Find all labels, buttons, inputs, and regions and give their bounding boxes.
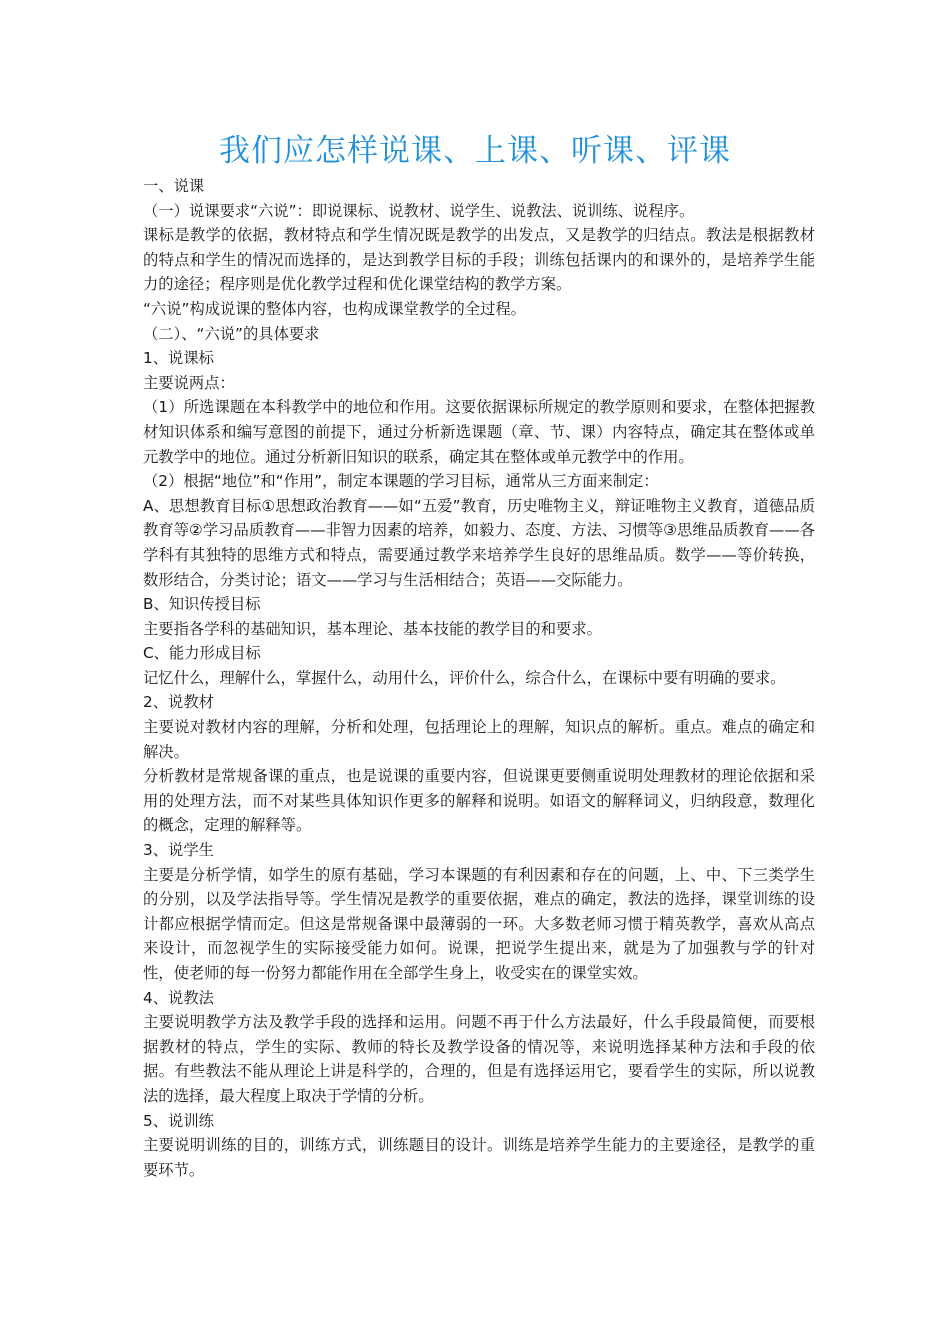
paragraph: 主要指各学科的基础知识，基本理论、基本技能的教学目的和要求。 [143,619,602,638]
paragraph: 主要说两点： [143,373,235,392]
item-heading: 2、说教材 [143,693,214,712]
paragraph: 主要是分析学情，如学生的原有基础，学习本课题的有利因素和存在的问题，上、中、下三类学生的分别，以及学法指导等。学生情况是教学的重要依据，难点的确定，教法的选择，课堂训练的设计都应根据学情而定。但这是常规备课中最薄弱的一环。大多数老师习惯于精英教学，喜欢从高点来设计，而忽视学生的实际接受能力如何。说课，把说学生提出来，就是为了加强教与学的针对性，使老师的每一份努力都能作用在全部学生身上，收受实在的课堂实效。 [143,865,815,982]
item-heading: 3、说学生 [143,841,214,860]
paragraph: 课标是教学的依据，教材特点和学生情况既是教学的出发点，又是教学的归结点。教法是根据教材的特点和学生的情况而选择的，是达到教学目标的手段；训练包括课内的和课外的，是培养学生能力的途径；程序则是优化教学过程和优化课堂结构的教学方案。 [143,226,815,294]
item-heading: 4、说教法 [143,988,214,1007]
paragraph: A、思想教育目标①思想政治教育——如“五爱”教育，历史唯物主义，辩证唯物主义教育，道德品质教育等②学习品质教育——非智力因素的培养，如毅力、态度、方法、习惯等③思维品质教育——各学科有其独特的思维方式和特点，需要通过教学来培养学生良好的思维品质。数学——等价转换，数形结合，分类讨论；语文——学习与生活相结合；英语——交际能力。 [143,496,815,589]
subheading-requirements: （一）说课要求“六说”：即说课标、说教材、说学生、说教法、说训练、说程序。 [143,201,695,220]
paragraph: 记忆什么，理解什么，掌握什么，动用什么，评价什么，综合什么，在课标中要有明确的要求。 [143,668,786,687]
paragraph: 主要说明教学方法及教学手段的选择和运用。问题不再于什么方法最好，什么手段最简便，而要根据教材的特点，学生的实际、教师的特长及教学设备的情况等，来说明选择某种方法和手段的依据。有些教法不能从理论上讲是科学的，合理的，但是有选择运用它，要看学生的实际，所以说教法的选择，最大程度上取决于学情的分析。 [143,1013,815,1105]
item-heading: C、能力形成目标 [143,644,261,663]
paragraph: （1）所选课题在本科教学中的地位和作用。这要依据课标所规定的教学原则和要求，在整体把握教材知识体系和编写意图的前提下，通过分析新选课题（章、节、课）内容特点，确定其在整体或单元教学中的地位。通过分析新旧知识的联系，确定其在整体或单元教学中的作用。 [143,398,815,466]
item-heading: 1、说课标 [143,349,214,368]
item-heading: B、知识传授目标 [143,595,261,614]
subheading-specific-requirements: （二）、“六说”的具体要求 [143,324,320,343]
paragraph: 主要说对教材内容的理解，分析和处理，包括理论上的理解，知识点的解析。重点。难点的确定和解决。 [143,718,815,761]
paragraph: （2）根据“地位”和“作用”，制定本课题的学习目标，通常从三方面来制定： [143,472,659,491]
paragraph: “六说”构成说课的整体内容，也构成课堂教学的全过程。 [143,299,526,318]
paragraph: 分析教材是常规备课的重点，也是说课的重要内容，但说课更要侧重说明处理教材的理论依据和采用的处理方法，而不对某些具体知识作更多的解释和说明。如语文的解释词义，归纳段意，数理化的概念，定理的解释等。 [143,767,815,835]
document-title: 我们应怎样说课、上课、听课、评课 [219,133,731,169]
item-heading: 5、说训练 [143,1111,214,1130]
heading-section-1: 一、说课 [143,177,205,195]
paragraph: 主要说明训练的目的，训练方式，训练题目的设计。训练是培养学生能力的主要途径，是教学的重要环节。 [143,1136,815,1179]
document-body [143,174,815,1182]
